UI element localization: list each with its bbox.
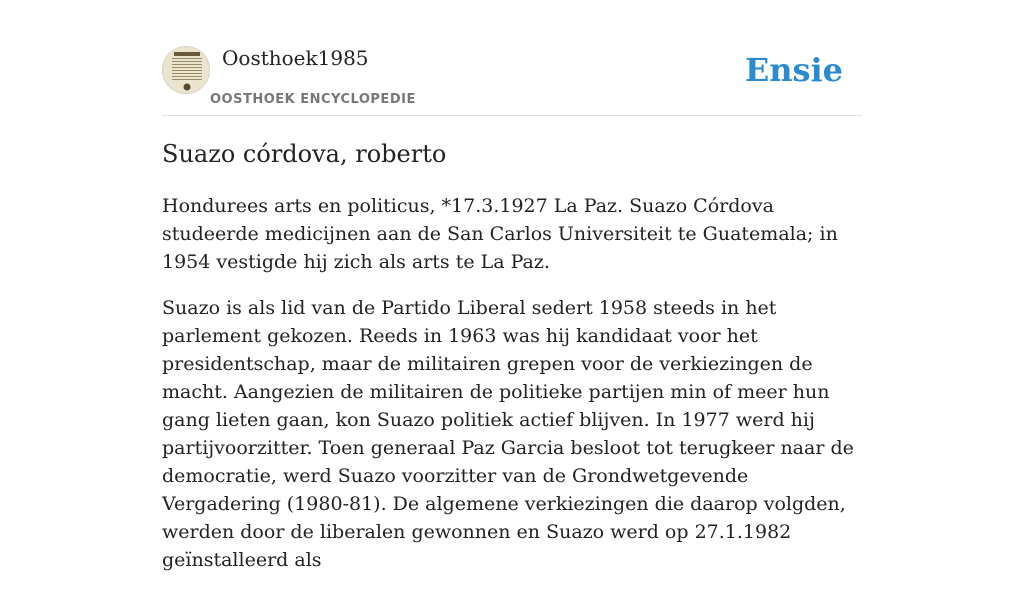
article-paragraph: Suazo is als lid van de Partido Liberal sedert 1958 steeds in het parlement gekozen. Reeds in 1963 was hij kandidaat voor het presidentschap, maar de militairen grepen voor de verkiezingen de macht. Aangezien de militairen de politieke partijen min of meer hun gang lieten gaan, kon Suazo politiek actief blijven. In 1977 werd hij partijvoorzitter. Toen generaal Paz Garcia besloot tot terugkeer naar de democratie, werd Suazo voorzitter van de Grondwetgevende Vergadering (1980-81). De algemene verkiezingen die daarop volgden, werden door de liberalen gewonnen en Suazo werd op 27.1.1982 geïnstalleerd als [162, 297, 854, 571]
username-link[interactable]: Oosthoek1985 [222, 46, 369, 70]
encyclopedia-cover-icon [163, 47, 210, 94]
ensie-logo[interactable]: Ensie [744, 51, 843, 89]
article-body [162, 192, 862, 592]
source-label: OOSTHOEK ENCYCLOPEDIE [210, 92, 416, 107]
header-divider [162, 115, 862, 116]
article-title: Suazo córdova, roberto [162, 140, 447, 168]
article-paragraph: Hondurees arts en politicus, *17.3.1927 La Paz. Suazo Córdova studeerde medicijnen aan de San Carlos Universiteit te Guatemala; in 1954 vestigde hij zich als arts te La Paz. [162, 195, 838, 273]
avatar[interactable] [162, 46, 210, 94]
